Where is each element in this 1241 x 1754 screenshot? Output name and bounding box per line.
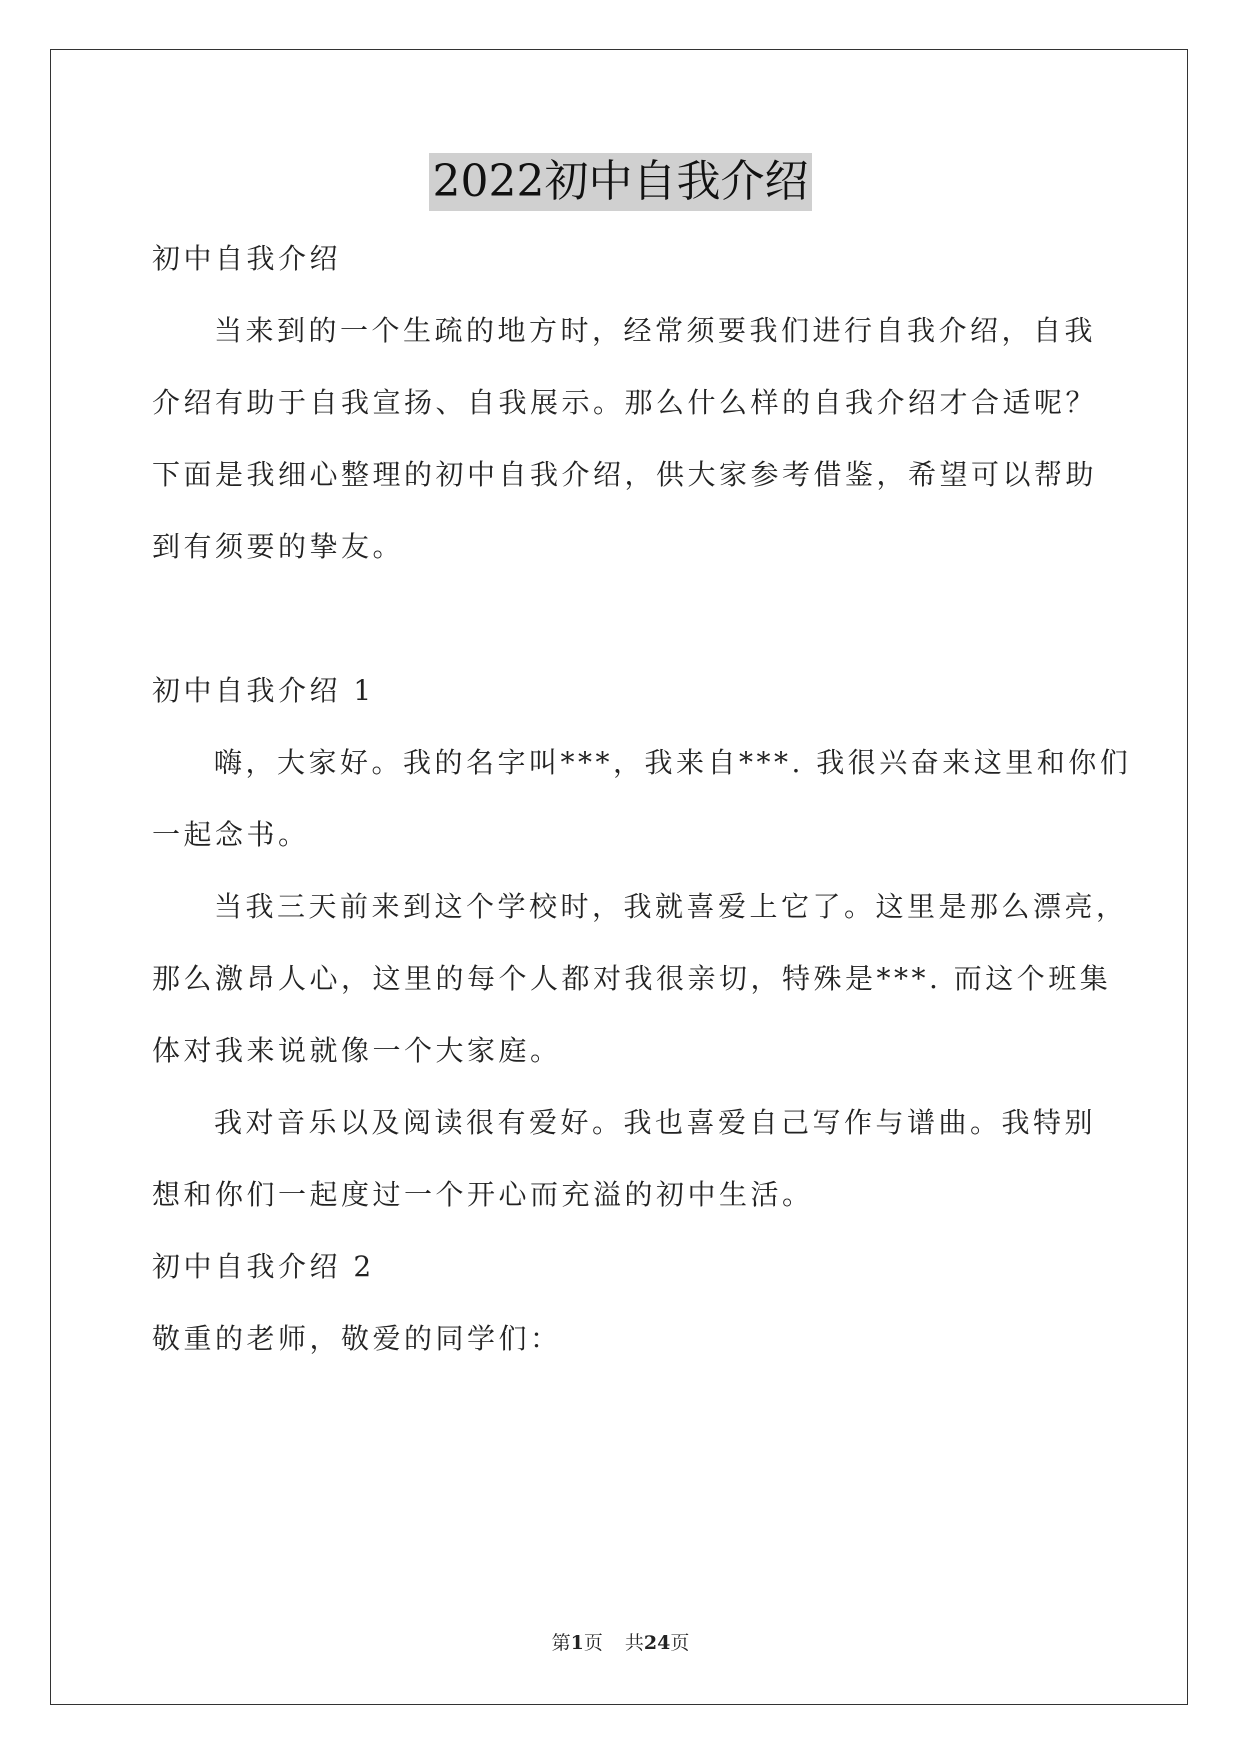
page-suffix: 页 xyxy=(583,1632,603,1654)
paragraph-line: 下面是我细心整理的初中自我介绍，供大家参考借鉴，希望可以帮助 xyxy=(152,458,1098,491)
document-title: 2022初中自我介绍 xyxy=(429,153,813,211)
total-suffix: 页 xyxy=(670,1632,690,1654)
title-container xyxy=(0,153,1241,211)
paragraph-line: 当我三天前来到这个学校时，我就喜爱上它了。这里是那么漂亮， xyxy=(214,890,1128,923)
page-border xyxy=(50,49,1188,1705)
paragraph-line: 我对音乐以及阅读很有爱好。我也喜爱自己写作与谱曲。我特别 xyxy=(214,1106,1097,1139)
paragraph-line: 介绍有助于自我宣扬、自我展示。那么什么样的自我介绍才合适呢？ xyxy=(152,386,1098,419)
paragraph-line: 想和你们一起度过一个开心而充溢的初中生活。 xyxy=(152,1178,814,1211)
page-footer xyxy=(0,1628,1241,1655)
section-heading-intro: 初中自我介绍 xyxy=(152,242,342,275)
section-heading-1: 初中自我介绍 1 xyxy=(152,674,375,707)
page-prefix: 第 xyxy=(551,1632,571,1654)
total-prefix: 共 xyxy=(624,1632,644,1654)
paragraph-line: 一起念书。 xyxy=(152,818,310,851)
paragraph-line: 那么激昂人心，这里的每个人都对我很亲切，特殊是***. 而这个班集 xyxy=(152,962,1112,995)
paragraph-line: 到有须要的挚友。 xyxy=(152,530,405,563)
paragraph-line: 嗨，大家好。我的名字叫***，我来自***. 我很兴奋来这里和你们 xyxy=(214,746,1132,779)
page-current: 1 xyxy=(570,1632,584,1654)
paragraph-line: 当来到的一个生疏的地方时，经常须要我们进行自我介绍，自我 xyxy=(214,314,1097,347)
page-total: 24 xyxy=(643,1632,671,1654)
paragraph-line: 体对我来说就像一个大家庭。 xyxy=(152,1034,562,1067)
paragraph-line: 敬重的老师，敬爱的同学们： xyxy=(152,1322,562,1355)
section-heading-2: 初中自我介绍 2 xyxy=(152,1250,375,1283)
